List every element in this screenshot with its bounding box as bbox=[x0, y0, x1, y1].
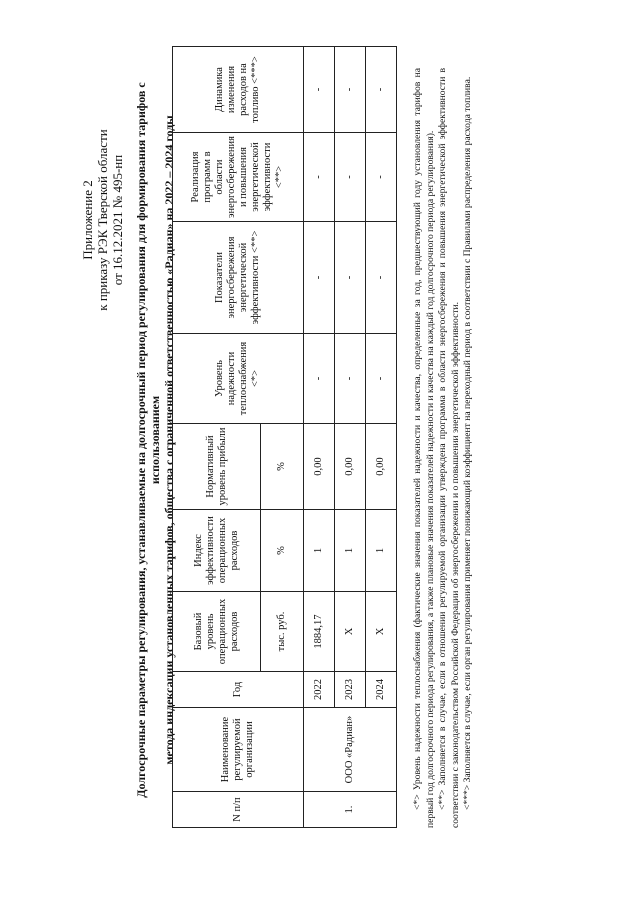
unit-efficiency-index: % bbox=[261, 510, 304, 592]
header-reliability: Уровень надежности теплоснабжения <*> bbox=[173, 334, 304, 424]
appendix-line: Приложение 2 bbox=[80, 180, 95, 260]
appendix-order-line: к приказу РЭК Тверской области bbox=[95, 129, 110, 311]
table-row bbox=[304, 47, 335, 828]
header-year: Год bbox=[173, 672, 304, 708]
cell-index: 1 bbox=[304, 510, 335, 592]
cell-fuel: - bbox=[304, 47, 335, 133]
cell-year: 2023 bbox=[335, 672, 366, 708]
header-energy-programs: Реализация программ в области энергосбережения и повышения энергетической эффективности <**> bbox=[173, 133, 304, 222]
cell-reliability: - bbox=[304, 334, 335, 424]
footnote-fuel: <***> Заполняется в случае, если орган регулирования применяет понижающий коэффициент на переходный период в соответствии с Правилами распределения расхода топлива. bbox=[462, 76, 473, 810]
cell-profit: 0,00 bbox=[335, 424, 366, 510]
header-num: N п/п bbox=[173, 792, 304, 828]
cell-energy: - bbox=[304, 222, 335, 334]
unit-profit-level: % bbox=[261, 424, 304, 510]
document-title bbox=[134, 40, 176, 840]
document-title-line-1: Долгосрочные параметры регулирования, устанавливаемые на долгосрочный период регулирования для формирования тарифов с использованием bbox=[134, 82, 162, 798]
footnotes bbox=[412, 68, 475, 828]
document-title-line-2: метода индексации установленных тарифов, общества с ограниченной ответственностью «Радиан» на 2022 – 2024 годы bbox=[162, 115, 176, 765]
cell-base: Х bbox=[335, 592, 366, 672]
cell-year: 2024 bbox=[366, 672, 397, 708]
cell-profit: 0,00 bbox=[366, 424, 397, 510]
cell-programs: - bbox=[366, 133, 397, 222]
header-efficiency-index: Индекс эффективности операционных расходов bbox=[173, 510, 261, 592]
header-profit-level: Нормативный уровень прибыли bbox=[173, 424, 261, 510]
header-fuel-dynamics: Динамика изменения расходов на топливо <***> bbox=[173, 47, 304, 133]
footnote-reliability: <*> Уровень надежности теплоснабжения (фактические значения показателей надежности и качества, определенные за год, предшествующий году установления тарифов на первый год долгосрочного периода регулирования, а также плановые значения показателей надежности и качества на каждый год долгосрочного периода регулирования). bbox=[412, 68, 436, 828]
table-header-row bbox=[173, 47, 261, 828]
cell-index: 1 bbox=[335, 510, 366, 592]
header-org: Наименование регулируемой организации bbox=[173, 708, 304, 792]
cell-reliability: - bbox=[335, 334, 366, 424]
cell-programs: - bbox=[304, 133, 335, 222]
cell-base: 1884,17 bbox=[304, 592, 335, 672]
cell-fuel: - bbox=[366, 47, 397, 133]
cell-index: 1 bbox=[366, 510, 397, 592]
cell-energy: - bbox=[335, 222, 366, 334]
header-energy-indicators: Показатели энергосбережения энергетической эффективности <**> bbox=[173, 222, 304, 334]
footnote-energy-program: <**> Заполняется в случае, если в отношении регулируемой организации утверждена программа в области энергосбережения и повышения энергетической эффективности в соответствии с законодательством Российской Федерации об энергосбережении и о повышении энергетической эффективности. bbox=[437, 68, 461, 828]
cell-base: Х bbox=[366, 592, 397, 672]
appendix-date-line: от 16.12.2021 № 495-нп bbox=[110, 154, 125, 286]
header-base-opex: Базовый уровень операционных расходов bbox=[173, 592, 261, 672]
cell-year: 2022 bbox=[304, 672, 335, 708]
cell-energy: - bbox=[366, 222, 397, 334]
cell-num: 1. bbox=[304, 792, 397, 828]
appendix-header bbox=[80, 100, 125, 340]
cell-reliability: - bbox=[366, 334, 397, 424]
cell-org: ООО «Радиан» bbox=[304, 708, 397, 792]
unit-base-opex: тыс. руб. bbox=[261, 592, 304, 672]
cell-programs: - bbox=[335, 133, 366, 222]
parameters-table bbox=[172, 46, 397, 828]
cell-profit: 0,00 bbox=[304, 424, 335, 510]
cell-fuel: - bbox=[335, 47, 366, 133]
